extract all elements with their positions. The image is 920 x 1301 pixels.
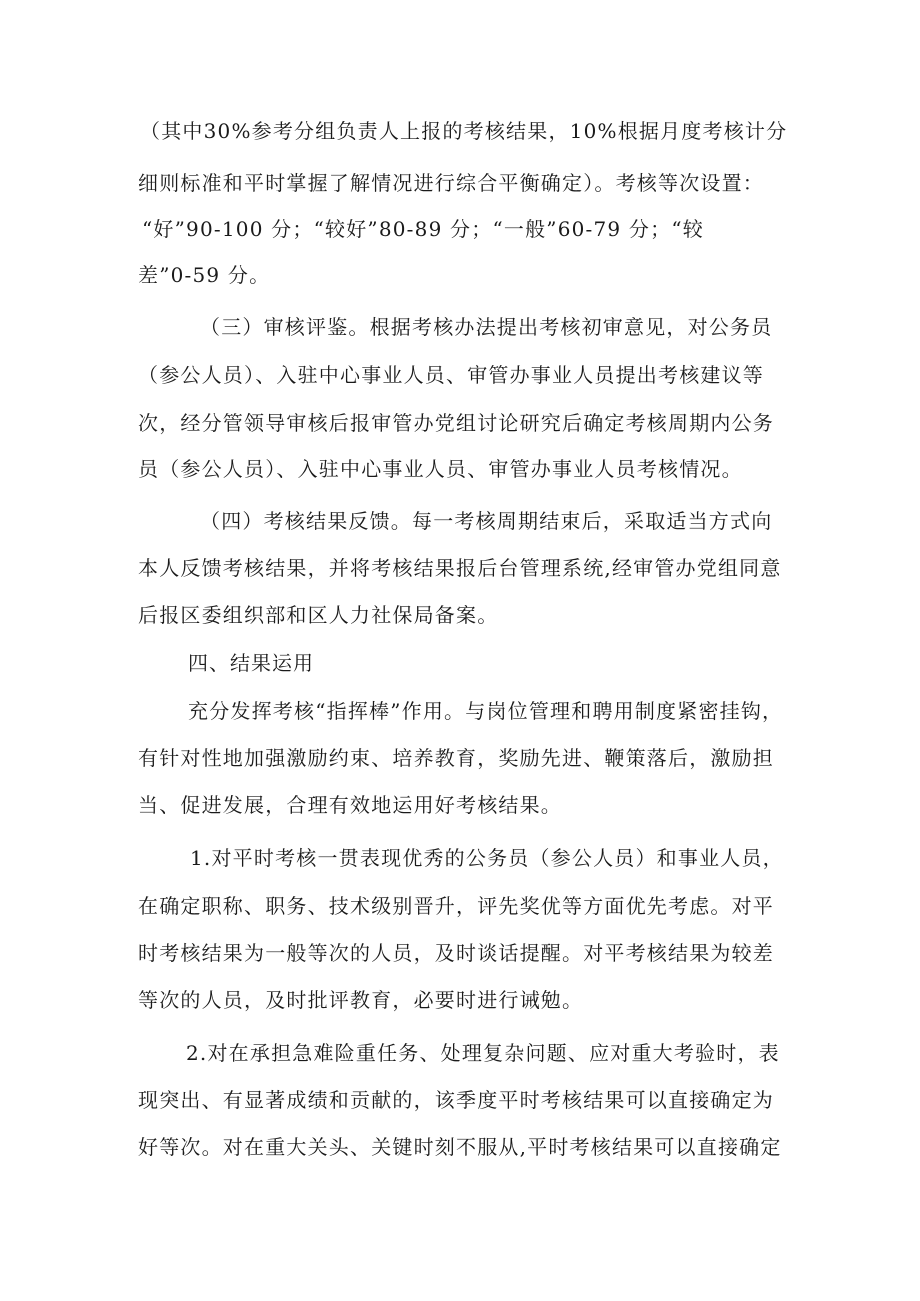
text-line: （三）审核评鉴。根据考核办法提出考核初审意见，对公务员: [200, 315, 773, 339]
text-line: 细则标准和平时掌握了解情况进行综合平衡确定）。考核等次设置：: [138, 171, 764, 195]
text-line: 差”0-59 分。: [138, 263, 271, 287]
text-line: 本人反馈考核结果，并将考核结果报后台管理系统,经审管办党组同意: [138, 556, 782, 580]
text-line: 员（参公人员）、入驻中心事业人员、审管办事业人员考核情况。: [138, 457, 743, 481]
text-line: （四）考核结果反馈。每一考核周期结束后，采取适当方式向: [200, 509, 773, 533]
text-line: 充分发挥考核“指挥棒”作用。与岗位管理和聘用制度紧密挂钩，: [188, 699, 784, 723]
text-line: 次，经分管领导审核后报审管办党组讨论研究后确定考核周期内公务: [138, 411, 774, 435]
text-line: 1.对平时考核一贯表现优秀的公务员（参公人员）和事业人员，: [190, 846, 784, 870]
text-line: 在确定职称、职务、技术级别晋升，评先奖优等方面优先考虑。对平: [138, 894, 774, 918]
text-line: 现突出、有显著成绩和贡献的，该季度平时考核结果可以直接确定为: [138, 1088, 774, 1112]
text-line: 等次的人员，及时批评教育，必要时进行诫勉。: [138, 988, 584, 1012]
text-line: 2.对在承担急难险重任务、处理复杂问题、应对重大考验时，表: [186, 1041, 780, 1065]
text-line: 好等次。对在重大关头、关键时刻不服从,平时考核结果可以直接确定: [138, 1135, 782, 1159]
text-line: 当、促进发展，合理有效地运用好考核结果。: [138, 793, 562, 817]
section-title: 四、结果运用: [188, 651, 314, 675]
text-line: （其中30%参考分组负责人上报的考核结果，10%根据月度考核计分: [140, 119, 788, 143]
text-line: （参公人员）、入驻中心事业人员、审管办事业人员提出考核建议等: [138, 363, 764, 387]
text-line: “好”90-100 分；“较好”80-89 分；“一般”60-79 分；“较: [142, 217, 704, 241]
text-line: 后报区委组织部和区人力社保局备案。: [138, 603, 499, 627]
text-line: 时考核结果为一般等次的人员，及时谈话提醒。对平考核结果为较差: [138, 941, 774, 965]
text-line: 有针对性地加强激励约束、培养教育，奖励先进、鞭策落后，激励担: [138, 746, 774, 770]
